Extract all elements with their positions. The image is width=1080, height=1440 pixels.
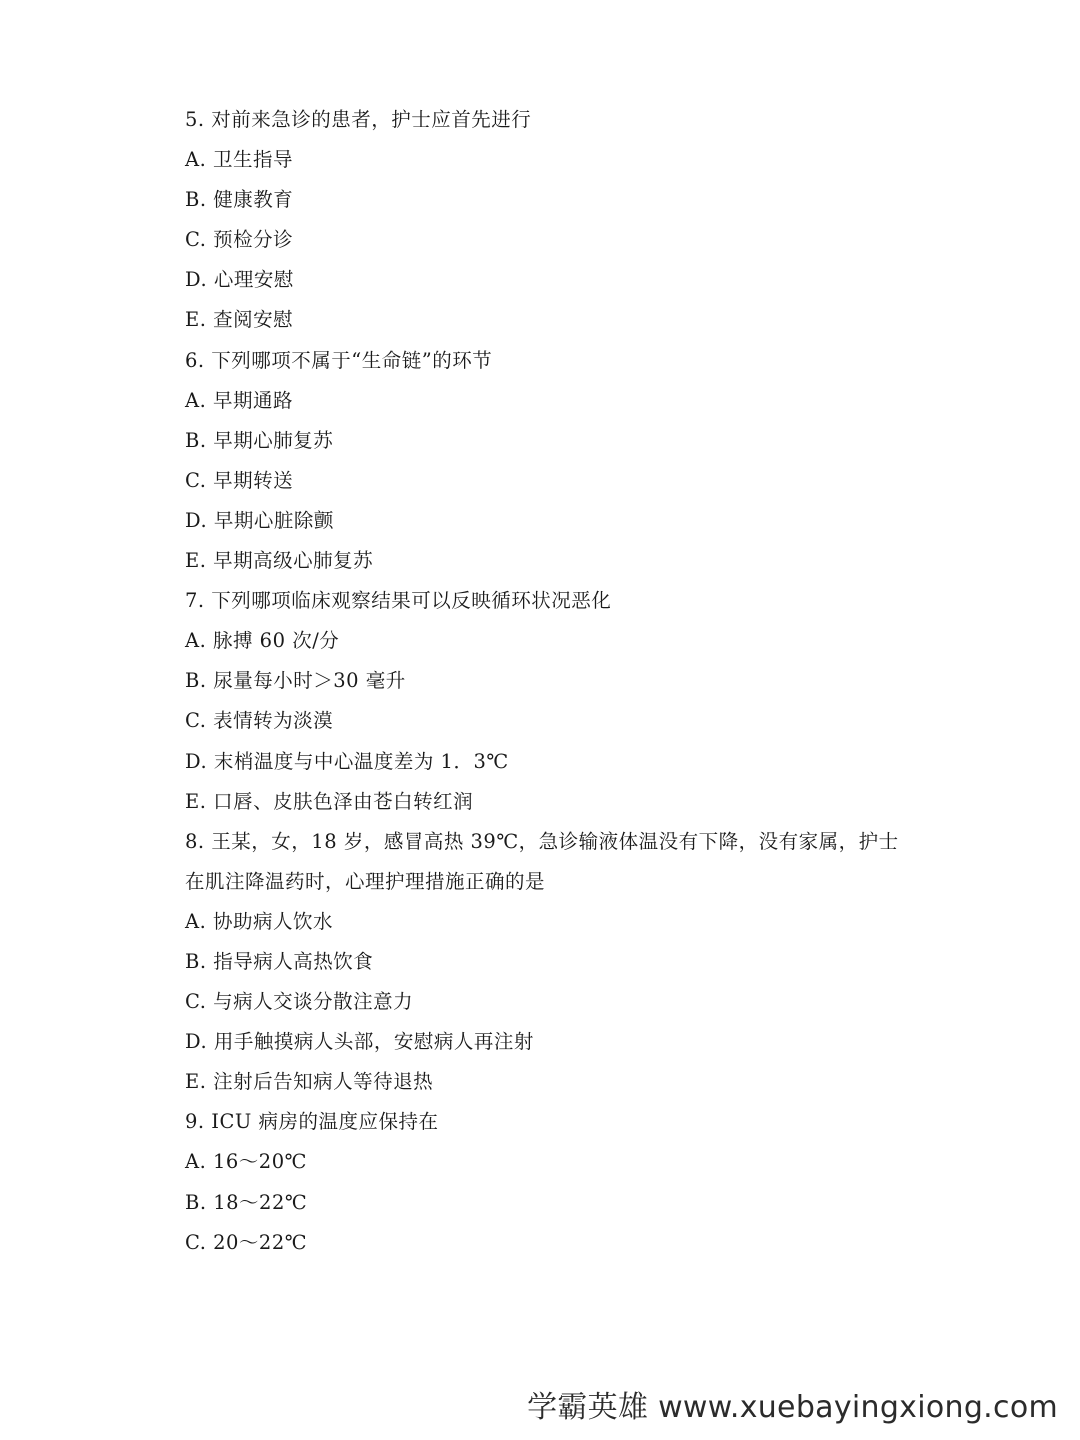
option-a: A. 协助病人饮水 <box>185 909 333 933</box>
option-d: D. 末梢温度与中心温度差为 1．3℃ <box>185 749 509 773</box>
question-stem: 7. 下列哪项临床观察结果可以反映循环状况恶化 <box>185 589 612 613</box>
option-c: C. 与病人交谈分散注意力 <box>185 990 414 1014</box>
option-b: B. 18～22℃ <box>185 1190 308 1214</box>
question-stem: 5. 对前来急诊的患者，护士应首先进行 <box>185 108 532 131</box>
question-stem-line-1: 8. 王某，女，18 岁，感冒高热 39℃，急诊输液体温没有下降，没有家属，护士 <box>185 829 899 853</box>
question-stem: 9. ICU 病房的温度应保持在 <box>185 1110 439 1134</box>
option-e: E. 注射后告知病人等待退热 <box>185 1070 434 1094</box>
option-b: B. 指导病人高热饮食 <box>185 949 374 973</box>
option-a: A. 脉搏 60 次/分 <box>185 629 340 653</box>
option-d: D. 用手触摸病人头部，安慰病人再注射 <box>185 1030 534 1054</box>
option-b: B. 健康教育 <box>185 188 294 212</box>
option-e: E. 早期高级心肺复苏 <box>185 549 374 573</box>
document-page <box>185 100 905 1263</box>
option-d: D. 早期心脏除颤 <box>185 508 334 532</box>
question-8 <box>185 822 905 1103</box>
option-e: E. 查阅安慰 <box>185 308 294 332</box>
option-a: A. 卫生指导 <box>185 148 293 172</box>
option-c: C. 早期转送 <box>185 468 294 492</box>
option-b: B. 尿量每小时＞30 毫升 <box>185 669 406 693</box>
question-6 <box>185 341 905 582</box>
option-c: C. 20～22℃ <box>185 1230 308 1254</box>
option-c: C. 表情转为淡漠 <box>185 709 334 733</box>
question-5 <box>185 100 905 341</box>
option-b: B. 早期心肺复苏 <box>185 428 334 452</box>
question-9 <box>185 1102 905 1262</box>
option-a: A. 16～20℃ <box>185 1150 307 1174</box>
option-e: E. 口唇、皮肤色泽由苍白转红润 <box>185 789 474 813</box>
option-a: A. 早期通路 <box>185 388 293 412</box>
question-7 <box>185 581 905 822</box>
option-d: D. 心理安慰 <box>185 268 294 292</box>
question-stem: 6. 下列哪项不属于“生命链”的环节 <box>185 348 493 372</box>
site-watermark: 学霸英雄 www.xuebayingxiong.com <box>527 1390 1058 1425</box>
question-stem-line-2: 在肌注降温药时，心理护理措施正确的是 <box>185 869 546 893</box>
option-c: C. 预检分诊 <box>185 228 294 252</box>
